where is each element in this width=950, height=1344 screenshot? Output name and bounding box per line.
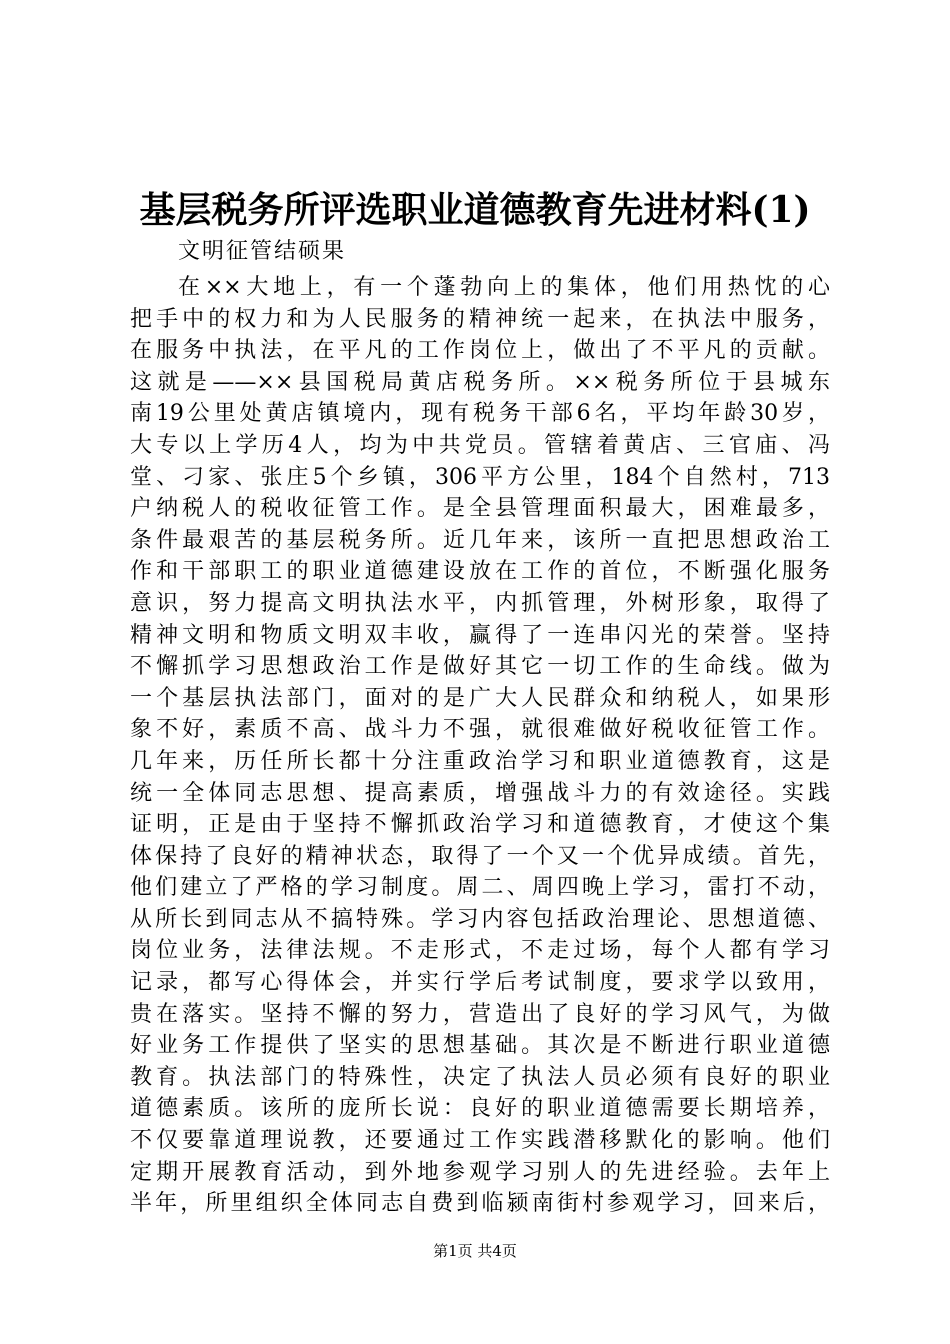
body-line: 定期开展教育活动，到外地参观学习别人的先进经验。去年上: [130, 1159, 830, 1185]
body-line: 教育。执法部门的特殊性，决定了执法人员必须有良好的职业: [130, 1064, 830, 1090]
body-line: 不仅要靠道理说教，还要通过工作实践潜移默化的影响。他们: [130, 1128, 830, 1154]
body-line: 堂、刁家、张庄5个乡镇，306平方公里，184个自然村，713: [130, 464, 830, 490]
document-title: 基层税务所评选职业道德教育先进材料(1): [139, 189, 811, 231]
body-line: 证明，正是由于坚持不懈抓政治学习和道德教育，才使这个集: [130, 812, 830, 838]
body-line: 户纳税人的税收征管工作。是全县管理面积最大，困难最多，: [130, 496, 830, 522]
body-line: 统一全体同志思想、提高素质，增强战斗力的有效途径。实践: [130, 780, 830, 806]
body-line: 一个基层执法部门，面对的是广大人民群众和纳税人，如果形: [130, 685, 830, 711]
body-line: 南19公里处黄店镇境内，现有税务干部6名，平均年龄30岁，: [130, 401, 830, 427]
body-line: 贵在落实。坚持不懈的努力，营造出了良好的学习风气，为做: [130, 1001, 830, 1027]
body-line: 象不好，素质不高、战斗力不强，就很难做好税收征管工作。: [130, 717, 830, 743]
body-line: 体保持了良好的精神状态，取得了一个又一个优异成绩。首先，: [130, 843, 830, 869]
body-line: 几年来，历任所长都十分注重政治学习和职业道德教育，这是: [130, 748, 830, 774]
body-line: 道德素质。该所的庞所长说：良好的职业道德需要长期培养，: [130, 1096, 830, 1122]
document-subtitle: 文明征管结硕果: [178, 239, 347, 264]
body-line: 在服务中执法，在平凡的工作岗位上，做出了不平凡的贡献。: [130, 338, 830, 364]
body-line: 这就是——××县国税局黄店税务所。××税务所位于县城东: [130, 369, 830, 395]
body-line: 大专以上学历4人，均为中共党员。管辖着黄店、三官庙、冯: [130, 432, 830, 458]
body-line: 半年，所里组织全体同志自费到临颍南街村参观学习，回来后，: [130, 1191, 830, 1217]
body-line: 在××大地上，有一个蓬勃向上的集体，他们用热忱的心: [178, 275, 830, 300]
body-line: 条件最艰苦的基层税务所。近几年来，该所一直把思想政治工: [130, 527, 830, 553]
body-line: 不懈抓学习思想政治工作是做好其它一切工作的生命线。做为: [130, 654, 830, 680]
document-body: [130, 272, 830, 1220]
body-line: 作和干部职工的职业道德建设放在工作的首位，不断强化服务: [130, 559, 830, 585]
body-line: 好业务工作提供了坚实的思想基础。其次是不断进行职业道德: [130, 1033, 830, 1059]
body-line: 把手中的权力和为人民服务的精神统一起来，在执法中服务，: [130, 306, 830, 332]
body-line: 岗位业务，法律法规。不走形式，不走过场，每个人都有学习: [130, 938, 830, 964]
page-number-footer: 第1页 共4页: [433, 1242, 517, 1260]
body-line: 从所长到同志从不搞特殊。学习内容包括政治理论、思想道德、: [130, 906, 830, 932]
body-line: 意识，努力提高文明执法水平，内抓管理，外树形象，取得了: [130, 590, 830, 616]
body-line: 精神文明和物质文明双丰收，赢得了一连串闪光的荣誉。坚持: [130, 622, 830, 648]
body-line: 记录，都写心得体会，并实行学后考试制度，要求学以致用，: [130, 970, 830, 996]
body-line: 他们建立了严格的学习制度。周二、周四晚上学习，雷打不动，: [130, 875, 830, 901]
